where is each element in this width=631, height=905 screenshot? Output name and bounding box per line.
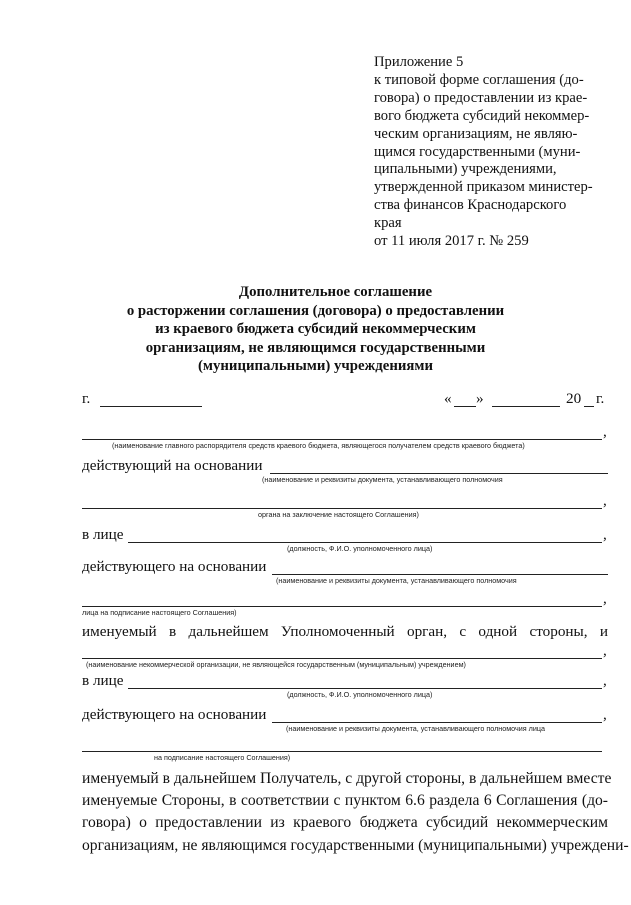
comma: , — [603, 492, 607, 509]
title-line: из краевого бюджета субсидий некоммерческим — [155, 321, 476, 338]
document-title — [0, 283, 631, 376]
title-line: о расторжении соглашения (договора) о предоставлении — [126, 302, 505, 319]
body-conclusion-row — [82, 492, 608, 519]
acting-basis-label: действующий на основании — [82, 457, 263, 474]
acting-basis-row-3 — [82, 706, 608, 733]
appendix-line: ческим организациям, не являю- — [374, 125, 578, 142]
signing-authority-field[interactable] — [82, 751, 602, 752]
acting-basis-label: действующего на основании — [82, 706, 267, 723]
comma: , — [603, 526, 607, 543]
year-suffix: г. — [596, 390, 605, 407]
basis-document-field[interactable] — [272, 722, 602, 723]
appendix-line: от 11 июля 2017 г. № 259 — [374, 233, 529, 250]
nko-name-row — [82, 642, 608, 669]
person-signing-row-1 — [82, 590, 608, 617]
body-line: именуемый в дальнейшем Получатель, с другой стороны, в дальнейшем вместе — [82, 770, 612, 787]
year-field[interactable] — [584, 406, 594, 407]
appendix-line: Приложение 5 — [374, 54, 464, 70]
comma: , — [603, 423, 607, 440]
body-paragraph — [82, 768, 629, 857]
day-field[interactable] — [454, 406, 476, 407]
authorized-person-field[interactable] — [128, 542, 602, 543]
appendix-line: утвержденной приказом министер- — [374, 179, 593, 196]
year-prefix: 20 — [566, 390, 582, 407]
field-caption: (наименование и реквизиты документа, устанавливающего полномочия лица — [286, 724, 545, 733]
appendix-line: к типовой форме соглашения (до- — [374, 71, 584, 88]
field-caption: (должность, Ф.И.О. уполномоченного лица) — [287, 690, 433, 699]
appendix-line: щимся государственными (муни- — [374, 143, 581, 160]
in-person-label: в лице — [82, 526, 124, 543]
field-caption: (наименование главного распорядителя средств краевого бюджета, являющегося получателем средств краевого бюджета) — [112, 441, 525, 450]
city-prefix: г. — [82, 390, 91, 407]
acting-basis-row-1 — [82, 457, 608, 484]
field-caption: органа на заключение настоящего Соглашения) — [258, 510, 419, 519]
hereinafter-authorized-text: именуемый в дальнейшем Уполномоченный орган, с одной стороны, и — [82, 623, 608, 640]
body-line: говора) о предоставлении из краевого бюджета субсидий некоммерческим — [82, 814, 608, 832]
body-line: организациям, не являющимся государственными (муниципальными) учреждени- — [82, 836, 629, 854]
field-caption: (наименование некоммерческой организации, не являющейся государственным (муниципальным) учреждением) — [86, 660, 466, 669]
basis-document-field[interactable] — [270, 473, 608, 474]
day-open-quote: « — [444, 390, 452, 407]
day-close-quote: » — [476, 390, 484, 407]
appendix-header — [374, 54, 614, 251]
body-line: именуемые Стороны, в соответствии с пунктом 6.6 раздела 6 Соглашения (до- — [82, 792, 608, 810]
comma: , — [603, 590, 607, 607]
appendix-line: вого бюджета субсидий некоммер- — [374, 107, 590, 124]
comma: , — [603, 706, 607, 723]
authorized-person-field[interactable] — [128, 688, 602, 689]
in-person-label: в лице — [82, 672, 124, 689]
main-distributor-row — [82, 423, 608, 450]
field-caption: (наименование и реквизиты документа, устанавливающего полномочия — [262, 475, 503, 484]
appendix-line: говора) о предоставлении из крае- — [374, 89, 588, 106]
field-caption: на подписание настоящего Соглашения) — [154, 753, 291, 762]
appendix-line: ства финансов Краснодарского — [374, 197, 567, 214]
city-field[interactable] — [100, 406, 202, 407]
in-person-row-1 — [82, 526, 608, 553]
acting-basis-row-2 — [82, 558, 608, 585]
main-distributor-field[interactable] — [82, 439, 602, 440]
nko-name-field[interactable] — [82, 658, 602, 659]
title-line: (муниципальными) учреждениями — [198, 358, 433, 375]
field-caption: (наименование и реквизиты документа, устанавливающего полномочия — [276, 576, 517, 585]
month-field[interactable] — [492, 406, 560, 407]
comma: , — [603, 642, 607, 659]
in-person-row-2 — [82, 672, 608, 699]
title-line: Дополнительное соглашение — [238, 284, 433, 300]
field-caption: (должность, Ф.И.О. уполномоченного лица) — [287, 544, 433, 553]
field-caption: лица на подписание настоящего Соглашения) — [82, 608, 237, 617]
place-date-row — [82, 390, 608, 410]
appendix-line: края — [374, 215, 402, 232]
title-line: организациям, не являющимся государственными — [145, 339, 486, 356]
basis-document-field[interactable] — [272, 574, 608, 575]
signing-authority-field[interactable] — [82, 606, 602, 607]
appendix-line: ципальными) учреждениями, — [374, 161, 557, 178]
comma: , — [603, 672, 607, 689]
person-signing-row-2 — [82, 735, 608, 762]
body-conclusion-field[interactable] — [82, 508, 602, 509]
acting-basis-label: действующего на основании — [82, 558, 267, 575]
